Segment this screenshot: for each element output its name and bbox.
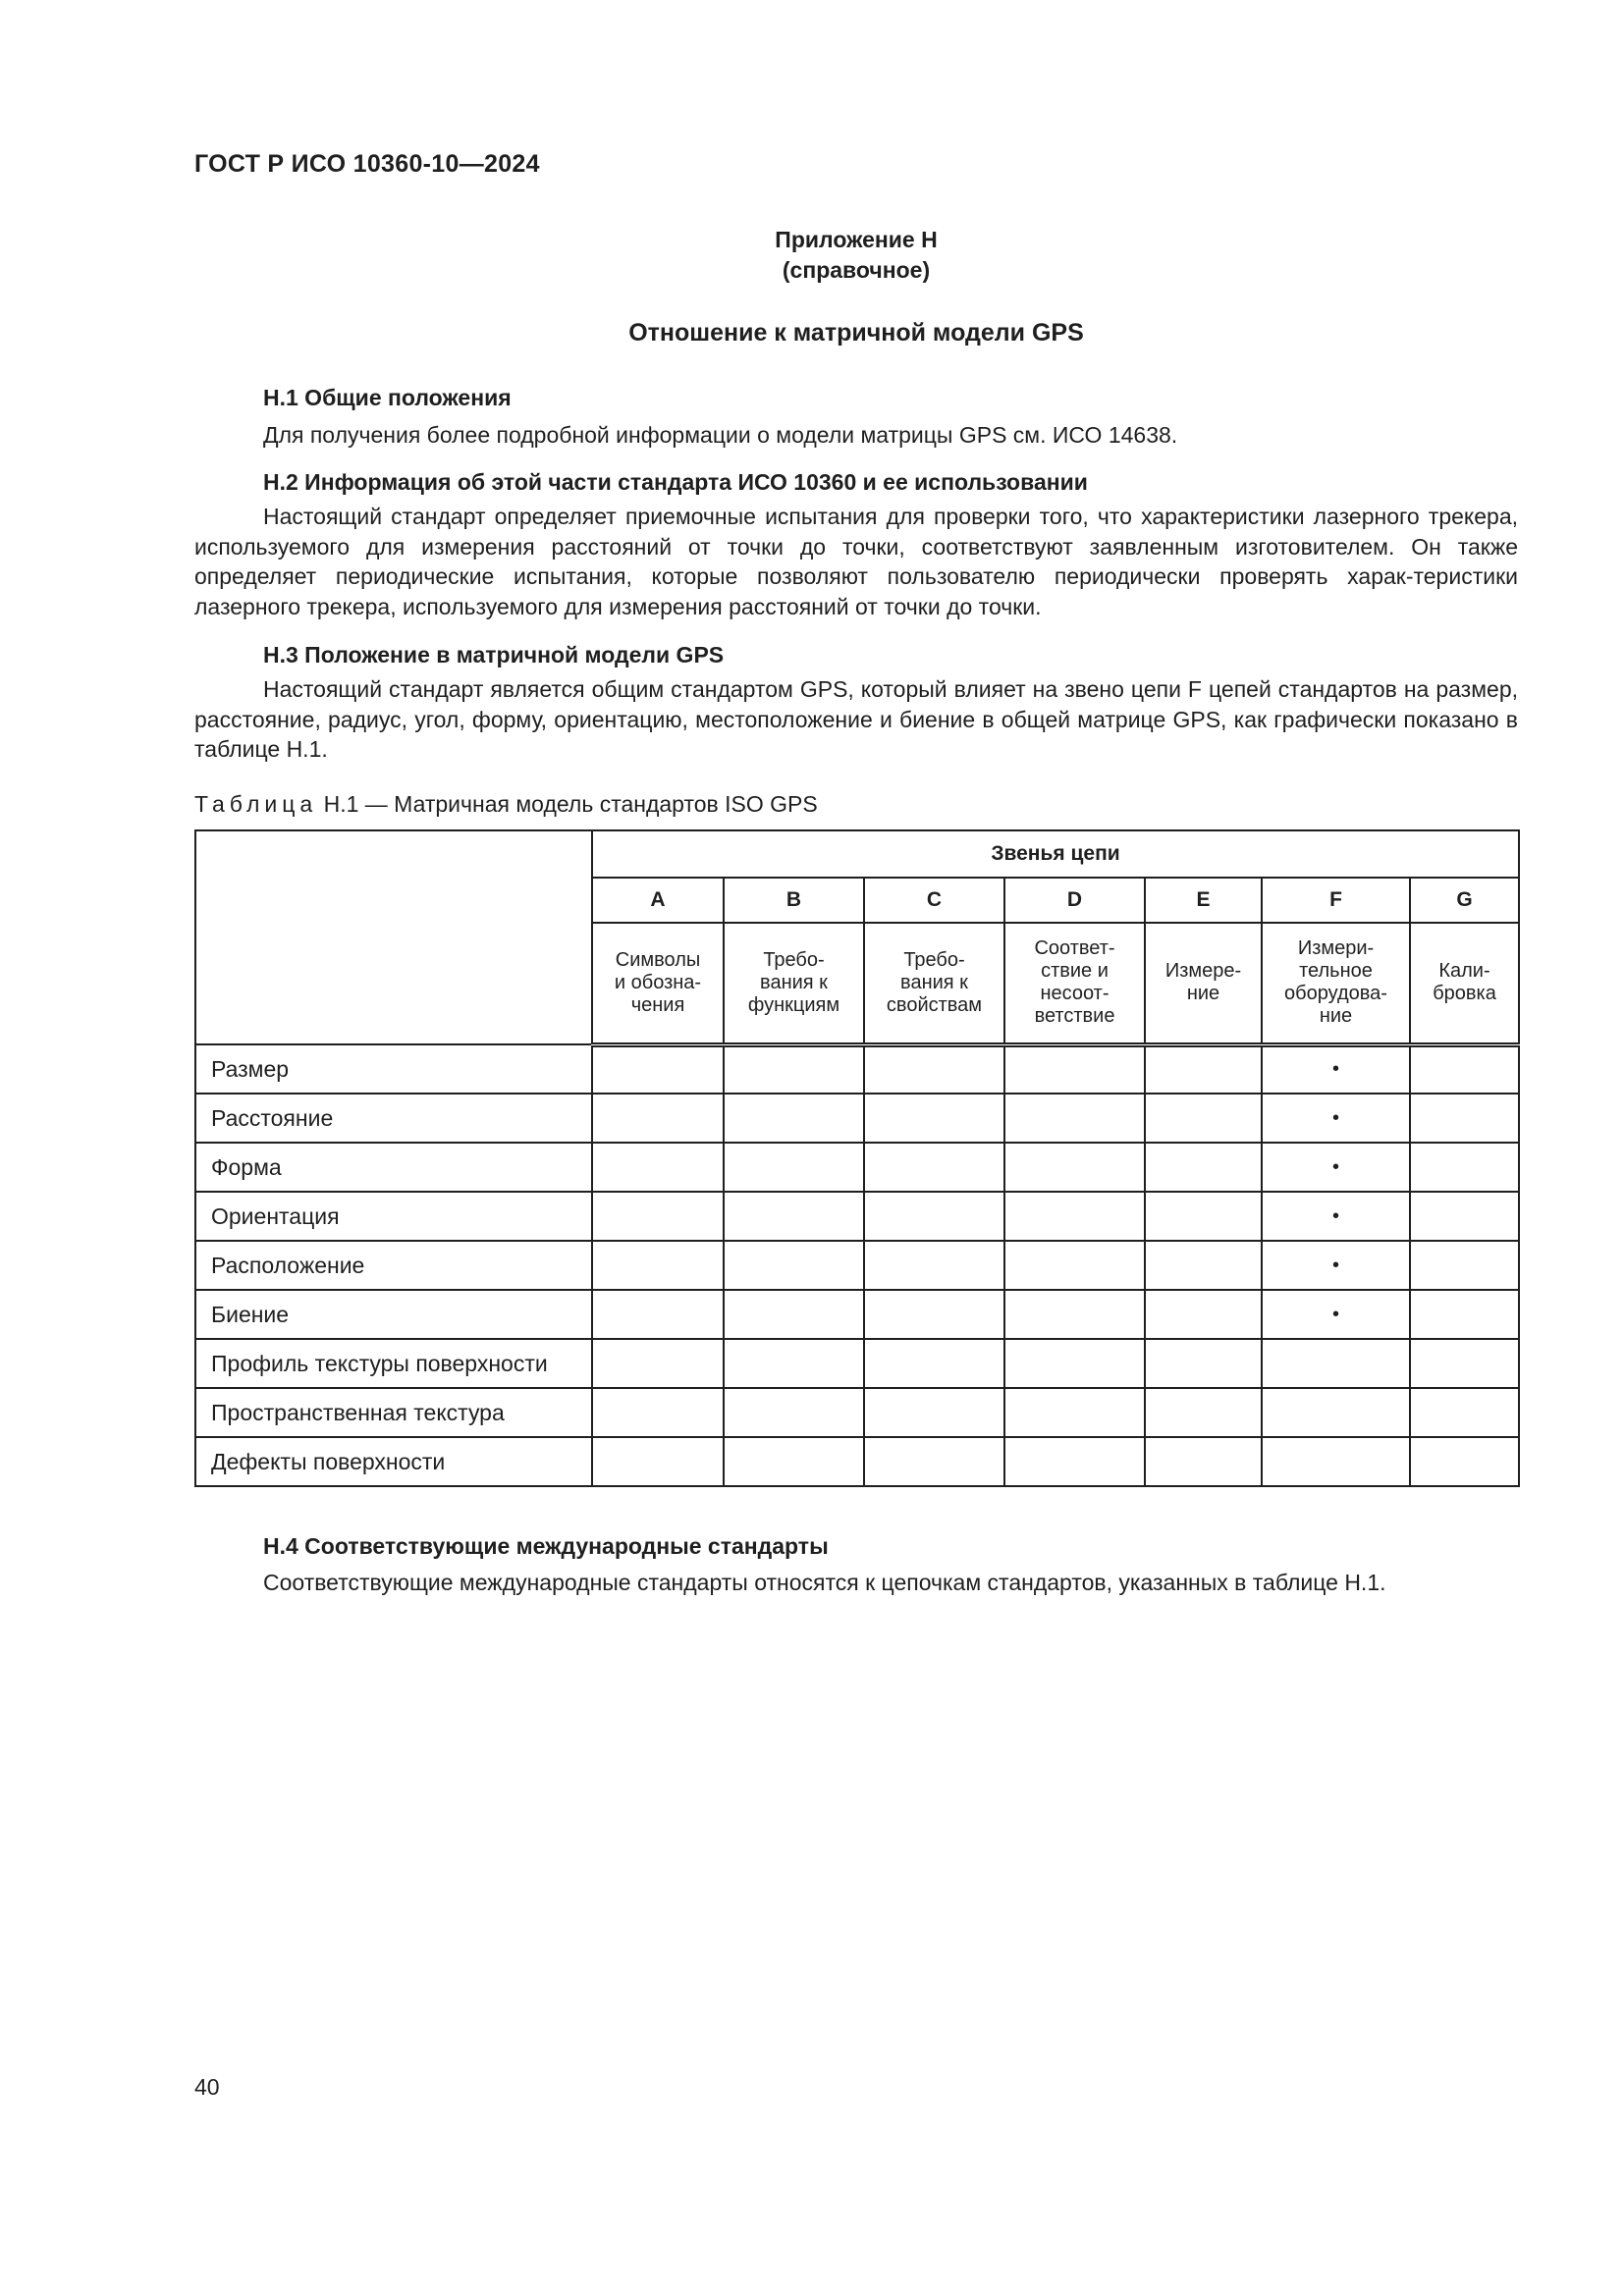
- matrix-cell: [1410, 1143, 1519, 1192]
- column-description-line: несоот-: [1040, 983, 1110, 1005]
- column-description-g: [1410, 923, 1519, 1044]
- matrix-cell: [592, 1388, 724, 1437]
- matrix-cell: •: [1262, 1044, 1410, 1094]
- table-row: [195, 1437, 1519, 1486]
- section-text-h3: Настоящий стандарт является общим стандартом GPS, который влияет на звено цепи F цепей стандартов на размер, расстояние, радиус, угол, форму, ориентацию, местоположение и биение в общей матрице GPS, как графически показано в таблице H.1.: [194, 676, 1518, 762]
- matrix-cell: [864, 1388, 1004, 1437]
- column-code-d: D: [1004, 878, 1145, 923]
- annex-kind: (справочное): [782, 257, 931, 283]
- table-row: [195, 1241, 1519, 1290]
- column-description-line: Кали-: [1438, 960, 1490, 983]
- matrix-cell: [864, 1192, 1004, 1241]
- matrix-cell: [1410, 1044, 1519, 1094]
- column-description-b: [724, 923, 864, 1044]
- row-label: Биение: [195, 1290, 592, 1339]
- matrix-cell: [1004, 1437, 1145, 1486]
- matrix-cell: [1410, 1339, 1519, 1388]
- matrix-cell: [1410, 1241, 1519, 1290]
- column-description-line: Соответ-: [1034, 937, 1115, 960]
- matrix-cell: [1145, 1192, 1262, 1241]
- matrix-cell: [864, 1044, 1004, 1094]
- standard-designation: ГОСТ Р ИСО 10360-10—2024: [194, 150, 540, 178]
- matrix-cell: [724, 1094, 864, 1143]
- matrix-cell: [1004, 1339, 1145, 1388]
- matrix-cell: [1262, 1339, 1410, 1388]
- table-caption-text: H.1 — Матричная модель стандартов ISO GPS: [317, 791, 818, 817]
- matrix-cell: [1145, 1143, 1262, 1192]
- column-description-f: [1262, 923, 1410, 1044]
- matrix-cell: •: [1262, 1241, 1410, 1290]
- table-row: [195, 1044, 1519, 1094]
- row-label: Пространственная текстура: [195, 1388, 592, 1437]
- table-row: [195, 1143, 1519, 1192]
- matrix-cell: [592, 1241, 724, 1290]
- column-description-line: ние: [1186, 983, 1220, 1005]
- column-description-a: [592, 923, 724, 1044]
- column-description-line: вания к: [760, 971, 828, 993]
- column-code-a: A: [592, 878, 724, 923]
- annex-title: Отношение к матричной модели GPS: [628, 319, 1084, 347]
- matrix-cell: [592, 1094, 724, 1143]
- table-caption-prefix: Таблица: [194, 791, 318, 817]
- column-description-line: чения: [630, 993, 685, 1016]
- matrix-cell: [1004, 1192, 1145, 1241]
- section-text-h1: Для получения более подробной информации о модели матрицы GPS см. ИСО 14638.: [263, 422, 1178, 448]
- row-label: Расположение: [195, 1241, 592, 1290]
- matrix-cell: [1145, 1388, 1262, 1437]
- matrix-cell: [724, 1044, 864, 1094]
- matrix-cell: [1262, 1388, 1410, 1437]
- matrix-cell: [1004, 1044, 1145, 1094]
- section-heading-h4: H.4 Соответствующие международные стандарты: [263, 1533, 829, 1559]
- table-row: [195, 1339, 1519, 1388]
- column-description-line: Измере-: [1164, 960, 1242, 983]
- section-heading-h1: H.1 Общие положения: [263, 385, 512, 410]
- matrix-cell: [592, 1143, 724, 1192]
- matrix-cell: [1410, 1192, 1519, 1241]
- row-label: Расстояние: [195, 1094, 592, 1143]
- matrix-cell: [724, 1339, 864, 1388]
- column-description-line: оборудова-: [1284, 983, 1387, 1005]
- matrix-cell: [1004, 1388, 1145, 1437]
- section-text-h4: Соответствующие международные стандарты относятся к цепочкам стандартов, указанных в таблице H.1.: [263, 1570, 1386, 1595]
- matrix-cell: [864, 1290, 1004, 1339]
- column-description-line: Измери-: [1297, 937, 1375, 960]
- table-row: [195, 1192, 1519, 1241]
- matrix-cell: [1145, 1241, 1262, 1290]
- matrix-cell: [724, 1437, 864, 1486]
- matrix-cell: [1145, 1094, 1262, 1143]
- table-row: [195, 1094, 1519, 1143]
- column-description-d: [1004, 923, 1145, 1044]
- column-description-e: [1145, 923, 1262, 1044]
- matrix-cell: [592, 1192, 724, 1241]
- section-heading-h2: H.2 Информация об этой части стандарта ИСО 10360 и ее использовании: [263, 469, 1088, 495]
- matrix-cell: [864, 1143, 1004, 1192]
- column-description-c: [864, 923, 1004, 1044]
- matrix-cell: •: [1262, 1143, 1410, 1192]
- table-body: [195, 1044, 1519, 1486]
- matrix-cell: [864, 1094, 1004, 1143]
- matrix-cell: [724, 1290, 864, 1339]
- column-code-b: B: [724, 878, 864, 923]
- chain-links-header: Звенья цепи: [592, 830, 1519, 878]
- matrix-cell: •: [1262, 1192, 1410, 1241]
- matrix-cell: [1004, 1241, 1145, 1290]
- section-heading-h3: H.3 Положение в матричной модели GPS: [263, 642, 725, 667]
- matrix-cell: [592, 1290, 724, 1339]
- matrix-cell: [1262, 1437, 1410, 1486]
- column-description-line: тельное: [1299, 960, 1373, 983]
- matrix-cell: [864, 1241, 1004, 1290]
- matrix-cell: [1145, 1044, 1262, 1094]
- matrix-cell: [1145, 1437, 1262, 1486]
- matrix-cell: [1004, 1290, 1145, 1339]
- column-description-line: Требо-: [763, 948, 825, 971]
- column-description-line: ветствие: [1034, 1005, 1115, 1028]
- table-caption: [194, 791, 818, 818]
- matrix-cell: •: [1262, 1094, 1410, 1143]
- gps-matrix-table: [194, 829, 1520, 1487]
- row-label: Профиль текстуры поверхности: [195, 1339, 592, 1388]
- column-description-line: ствие и: [1041, 960, 1109, 983]
- row-label: Форма: [195, 1143, 592, 1192]
- column-description-line: и обозна-: [614, 971, 702, 993]
- column-code-c: C: [864, 878, 1004, 923]
- column-description-line: вания к: [900, 971, 968, 993]
- matrix-cell: [592, 1339, 724, 1388]
- column-code-e: E: [1145, 878, 1262, 923]
- matrix-cell: [592, 1437, 724, 1486]
- row-label: Дефекты поверхности: [195, 1437, 592, 1486]
- column-code-f: F: [1262, 878, 1410, 923]
- page-number: 40: [194, 2074, 220, 2100]
- column-description-line: Требо-: [903, 948, 965, 971]
- matrix-cell: [1004, 1094, 1145, 1143]
- matrix-cell: [724, 1241, 864, 1290]
- matrix-cell: [724, 1192, 864, 1241]
- matrix-cell: [1004, 1143, 1145, 1192]
- matrix-cell: [864, 1437, 1004, 1486]
- matrix-cell: [724, 1388, 864, 1437]
- matrix-cell: [1410, 1094, 1519, 1143]
- matrix-cell: [1410, 1388, 1519, 1437]
- matrix-cell: [1145, 1290, 1262, 1339]
- matrix-cell: [864, 1339, 1004, 1388]
- column-description-line: Символы: [615, 948, 701, 971]
- table-row: [195, 1290, 1519, 1339]
- row-label: Размер: [195, 1044, 592, 1094]
- column-description-line: бровка: [1433, 983, 1496, 1005]
- matrix-cell: •: [1262, 1290, 1410, 1339]
- table-corner-cell: [195, 830, 592, 1044]
- matrix-cell: [1145, 1339, 1262, 1388]
- table-row: [195, 1388, 1519, 1437]
- column-description-line: свойствам: [886, 993, 983, 1016]
- matrix-cell: [1410, 1290, 1519, 1339]
- matrix-cell: [592, 1044, 724, 1094]
- matrix-cell: [1410, 1437, 1519, 1486]
- column-description-line: ние: [1319, 1005, 1353, 1028]
- matrix-cell: [724, 1143, 864, 1192]
- row-label: Ориентация: [195, 1192, 592, 1241]
- section-text-h2: Настоящий стандарт определяет приемочные испытания для проверки того, что характеристики лазерного трекера, используемого для измерения расстояний от точки до точки, соответствуют заявленным изготовителем. Он также определяет периодические испытания, которые позволяют пользователю периодически проверять харак-теристики лазерного трекера, используемого для измерения расстояний от точки до точки.: [194, 504, 1518, 619]
- column-code-g: G: [1410, 878, 1519, 923]
- column-description-line: функциям: [747, 993, 840, 1016]
- annex-name: Приложение H: [775, 227, 938, 252]
